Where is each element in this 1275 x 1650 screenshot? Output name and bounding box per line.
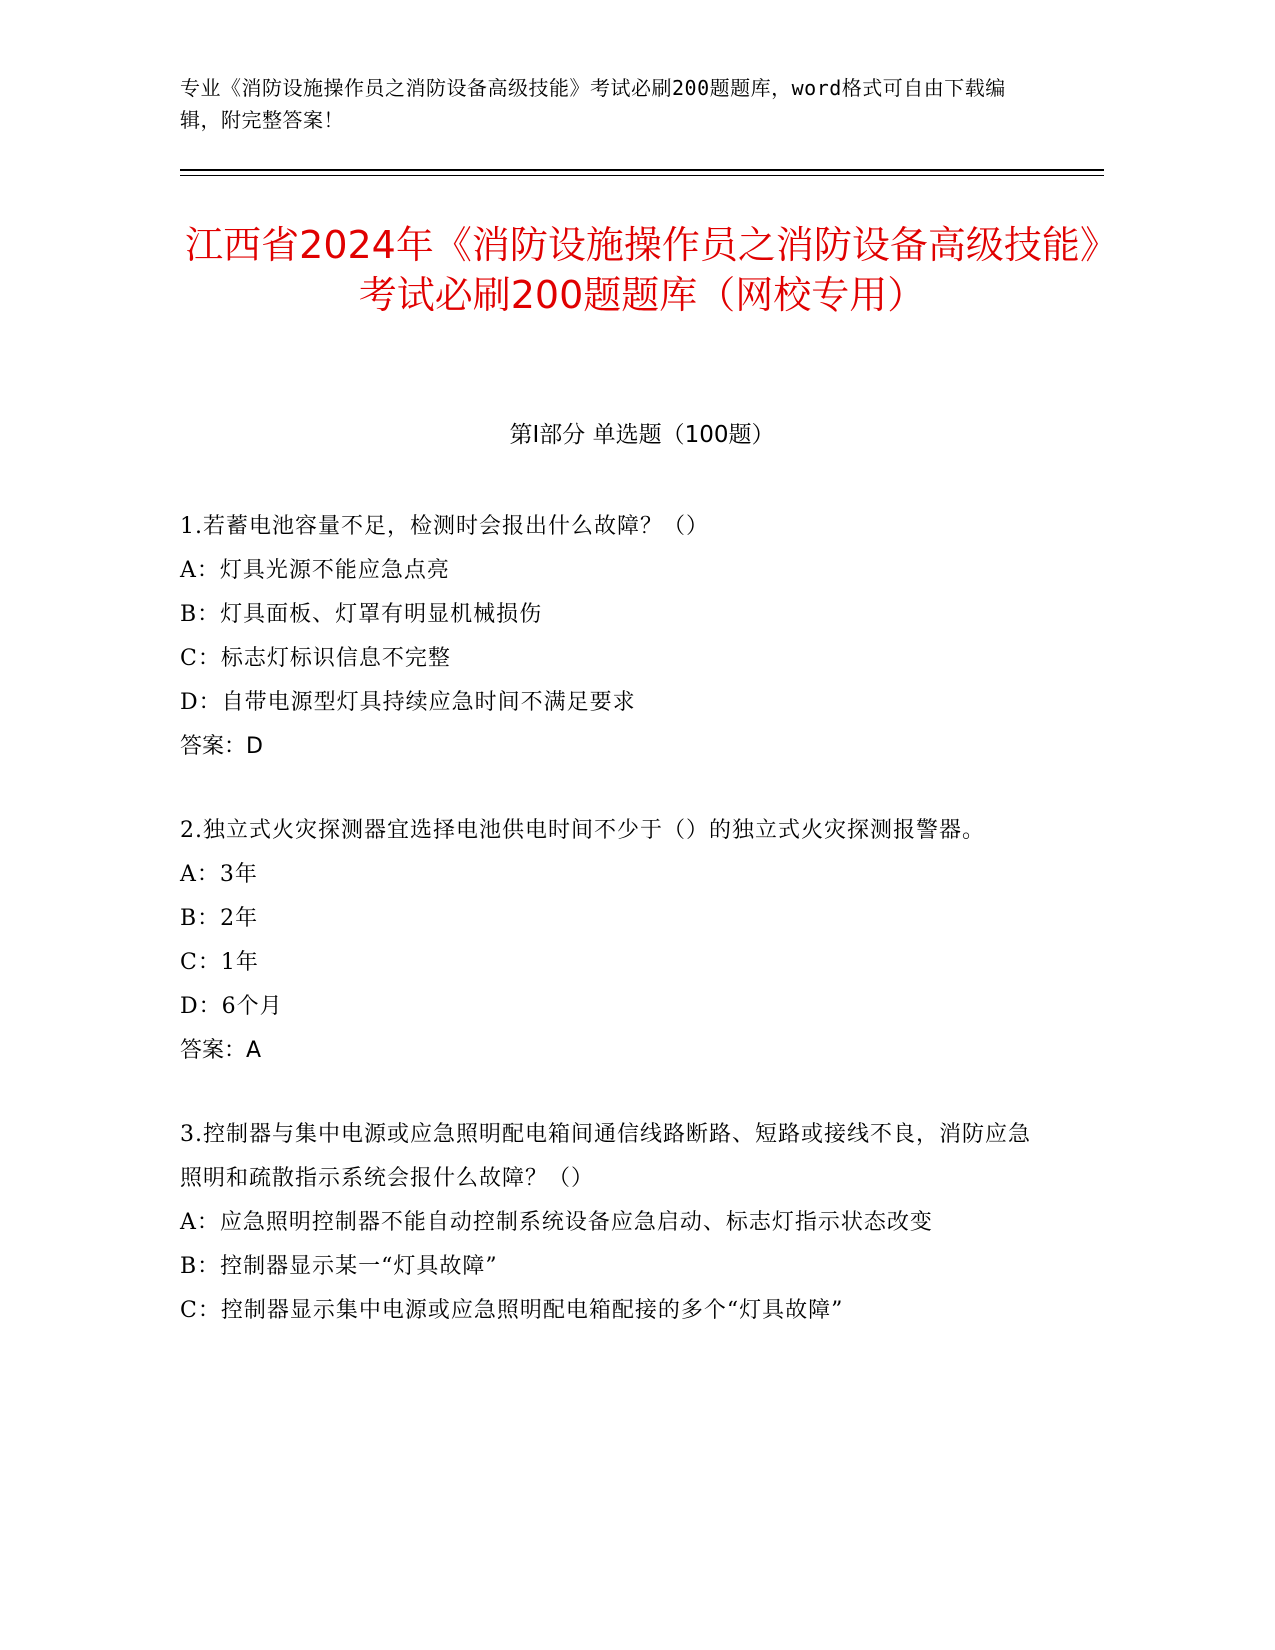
question-item (180, 1113, 1040, 1333)
question-stem: 3.控制器与集中电源或应急照明配电箱间通信线路断路、短路或接线不良，消防应急照明和疏散指示系统会报什么故障？（） (180, 1122, 1031, 1191)
question-option-d: D：自带电源型灯具持续应急时间不满足要求 (180, 690, 636, 715)
header-divider-thick (180, 169, 1104, 171)
question-item (180, 809, 1040, 1073)
question-stem: 1.若蓄电池容量不足，检测时会报出什么故障？（） (180, 514, 709, 539)
question-option-c: C：控制器显示集中电源或应急照明配电箱配接的多个“灯具故障” (180, 1298, 844, 1323)
header-divider-thin (180, 175, 1104, 176)
question-option-c: C：1年 (180, 950, 259, 975)
question-option-a: A：应急照明控制器不能自动控制系统设备应急启动、标志灯指示状态改变 (180, 1210, 933, 1235)
question-stem: 2.独立式火灾探测器宜选择电池供电时间不少于（）的独立式火灾探测报警器。 (180, 818, 985, 843)
question-item (180, 505, 1040, 769)
question-option-a: A：灯具光源不能应急点亮 (180, 558, 450, 583)
question-option-b: B：灯具面板、灯罩有明显机械损伤 (180, 602, 543, 627)
question-list (180, 505, 1040, 1373)
question-answer: 答案：D (180, 734, 263, 759)
document-title: 江西省2024年《消防设施操作员之消防设备高级技能》考试必刷200题题库（网校专用） (185, 223, 1099, 317)
question-option-b: B：控制器显示某一“灯具故障” (180, 1254, 498, 1279)
question-option-d: D：6个月 (180, 994, 283, 1019)
question-option-c: C：标志灯标识信息不完整 (180, 646, 451, 671)
section-heading: 第Ⅰ部分 单选题（100题） (509, 422, 775, 448)
question-option-a: A：3年 (180, 862, 258, 887)
question-answer: 答案：A (180, 1038, 262, 1063)
header-note: 专业《消防设施操作员之消防设备高级技能》考试必刷200题题库，word格式可自由下载编辑，附完整答案！ (180, 76, 1006, 132)
question-option-b: B：2年 (180, 906, 259, 931)
